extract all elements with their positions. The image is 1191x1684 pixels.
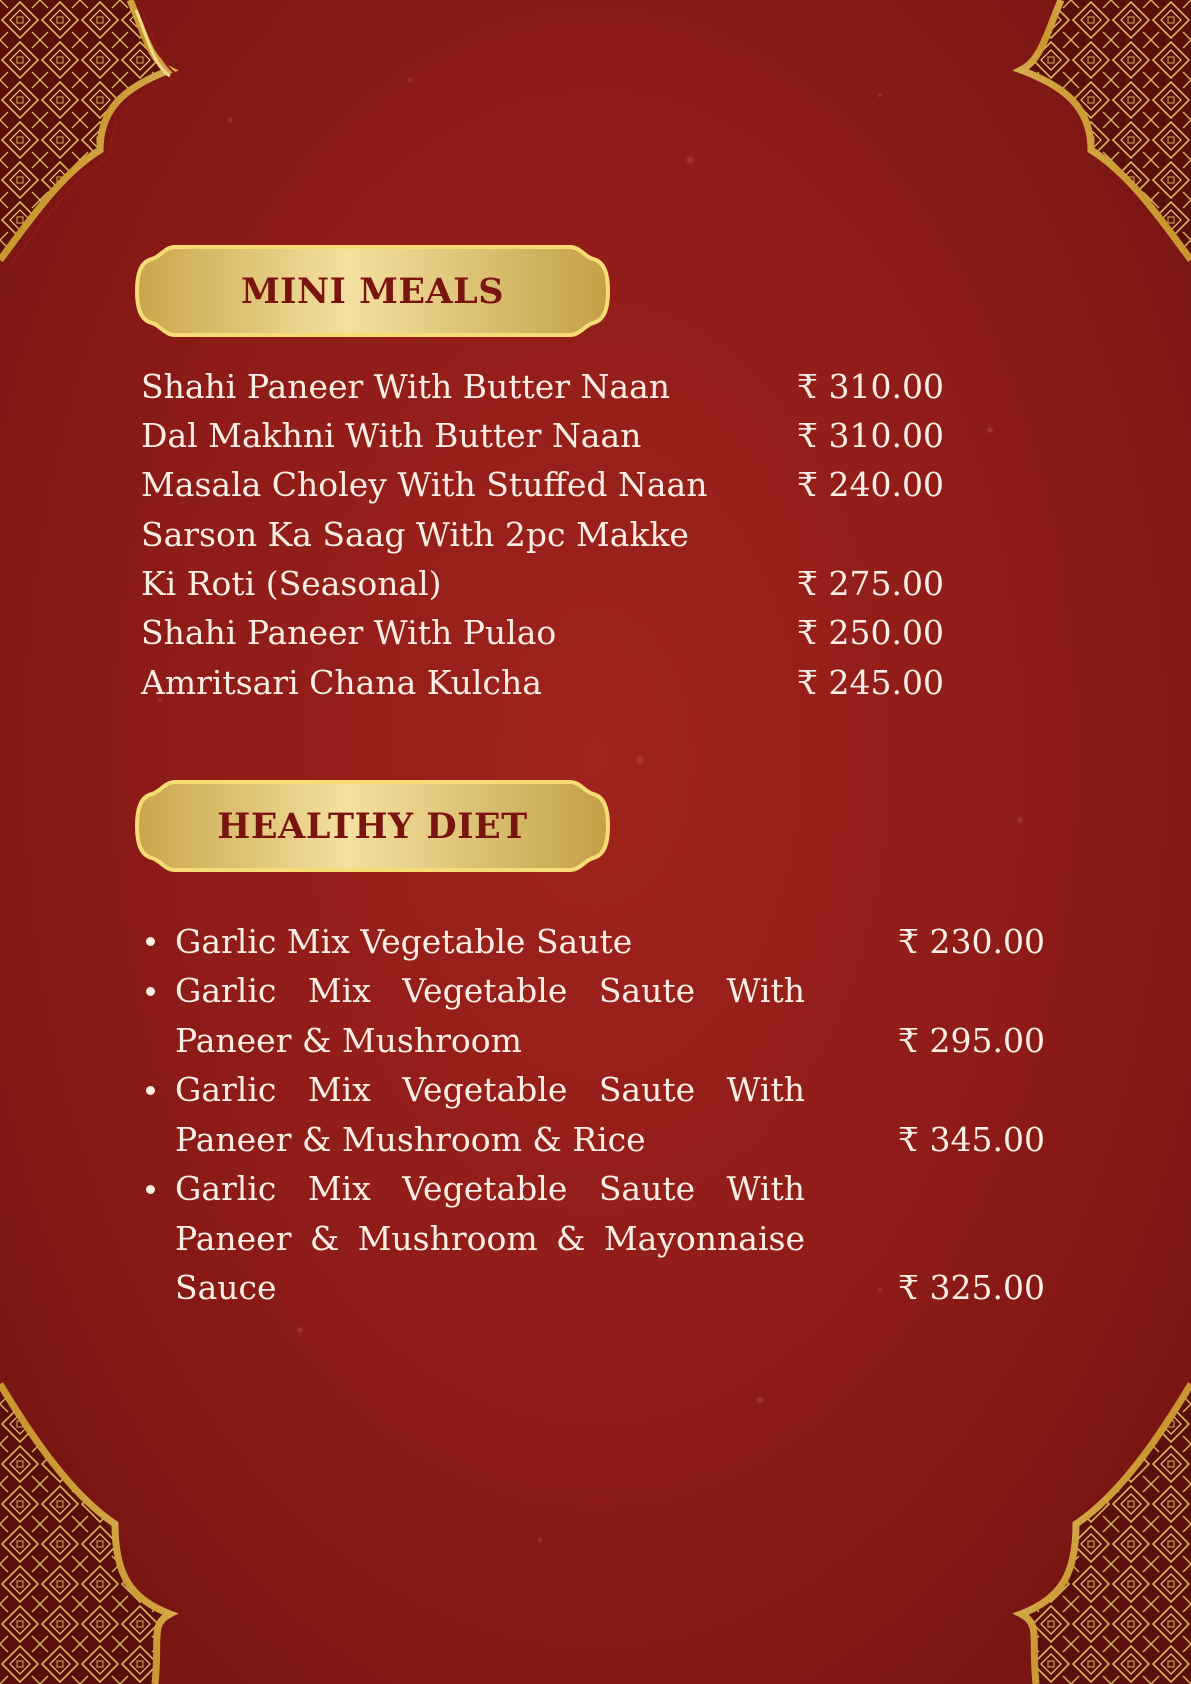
menu-item-name: Sarson Ka Saag With 2pc Makke bbox=[141, 515, 689, 554]
menu-item-name: Dal Makhni With Butter Naan bbox=[141, 416, 642, 455]
menu-item-price: ₹ 295.00 bbox=[898, 1021, 1045, 1060]
menu-item-name: Shahi Paneer With Pulao bbox=[141, 613, 557, 652]
menu-item-name: Garlic Mix Vegetable Saute bbox=[175, 922, 633, 961]
menu-item-price: ₹ 245.00 bbox=[797, 663, 944, 702]
menu-item-name: Garlic Mix Vegetable Saute With bbox=[175, 1169, 805, 1208]
menu-item-price: ₹ 250.00 bbox=[797, 613, 944, 652]
menu-item-price: ₹ 275.00 bbox=[797, 564, 944, 603]
menu-item-price: ₹ 310.00 bbox=[797, 416, 944, 455]
menu-item-name: Shahi Paneer With Butter Naan bbox=[141, 367, 670, 406]
menu-item-name-continued: Paneer & Mushroom & Mayonnaise bbox=[175, 1219, 805, 1258]
menu-item-price: ₹ 230.00 bbox=[898, 922, 1045, 961]
menu-item-name: Garlic Mix Vegetable Saute With bbox=[175, 971, 805, 1010]
bullet-icon bbox=[146, 1185, 155, 1194]
menu-item-name-continued: Ki Roti (Seasonal) bbox=[141, 564, 442, 603]
menu-item-price: ₹ 240.00 bbox=[797, 465, 944, 504]
section-title: HEALTHY DIET bbox=[217, 805, 528, 847]
section-banner-healthy-diet bbox=[135, 780, 610, 872]
bullet-icon bbox=[146, 987, 155, 996]
bullet-icon bbox=[146, 1086, 155, 1095]
menu-item-price: ₹ 325.00 bbox=[898, 1268, 1045, 1307]
menu-item-name: Masala Choley With Stuffed Naan bbox=[141, 465, 708, 504]
menu-item-name: Garlic Mix Vegetable Saute With bbox=[175, 1070, 805, 1109]
section-title: MINI MEALS bbox=[240, 270, 505, 312]
section-banner-mini-meals bbox=[135, 245, 610, 337]
menu-item-name-continued: Paneer & Mushroom bbox=[175, 1021, 522, 1060]
menu-item-name: Amritsari Chana Kulcha bbox=[141, 663, 542, 702]
menu-item-name-continued: Paneer & Mushroom & Rice bbox=[175, 1120, 646, 1159]
menu-item-price: ₹ 310.00 bbox=[797, 367, 944, 406]
bullet-icon bbox=[146, 937, 155, 946]
menu-item-name-continued: Sauce bbox=[175, 1268, 277, 1307]
menu-item-price: ₹ 345.00 bbox=[898, 1120, 1045, 1159]
